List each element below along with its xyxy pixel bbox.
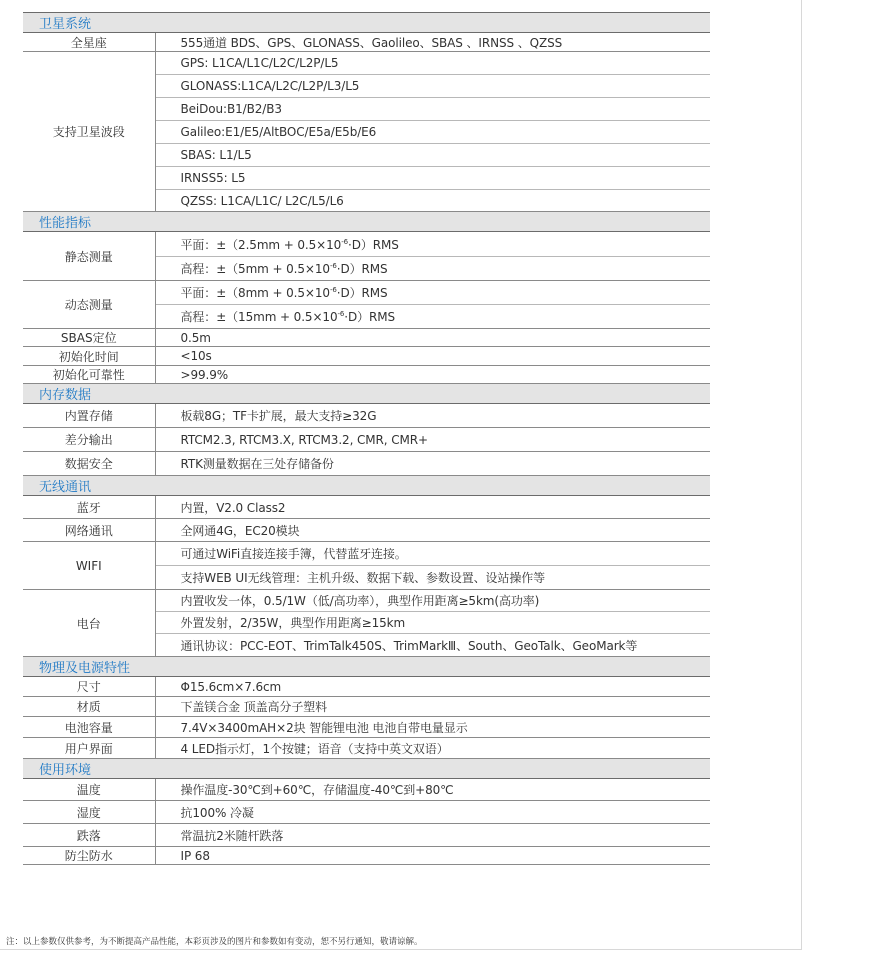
row-value: 支持WEB UI无线管理：主机升级、数据下载、参数设置、设站操作等 [155,566,710,590]
row-value: 4 LED指示灯，1个按键；语音（支持中英文双语） [155,738,710,759]
section-title: 内存数据 [23,384,710,404]
row-value: 通讯协议：PCC-EOT、TrimTalk450S、TrimMarkⅢ、South、GeoTalk、GeoMark等 [155,634,710,657]
row-value: GLONASS:L1CA/L2C/L2P/L3/L5 [155,75,710,98]
table-row [23,738,710,759]
table-row [23,677,710,697]
row-label: 数据安全 [23,452,155,476]
row-value: 内置收发一体，0.5/1W（低/高功率），典型作用距离≥5km(高功率) [155,590,710,612]
exponent: -6 [329,286,337,294]
row-value: QZSS: L1CA/L1C/ L2C/L5/L6 [155,190,710,212]
section-environment [23,759,710,779]
table-row [23,52,710,75]
value-text: ·D）RMS [336,262,388,276]
page-right-border [801,0,802,950]
footnote: 注：以上参数仅供参考，为不断提高产品性能，本彩页涉及的图片和参数如有变动，恕不另行通知，敬请谅解。 [6,937,423,947]
row-value: Φ15.6cm×7.6cm [155,677,710,697]
section-title: 卫星系统 [23,13,710,33]
table-row [23,366,710,384]
table-row [23,542,710,566]
row-value [155,281,710,305]
row-value: RTCM2.3, RTCM3.X, RTCM3.2, CMR, CMR+ [155,428,710,452]
table-row [23,801,710,824]
row-label: 动态测量 [23,281,155,329]
row-label: 全星座 [23,33,155,52]
value-text: ·D）RMS [348,237,399,252]
row-label: 用户界面 [23,738,155,759]
exponent: -6 [329,262,337,270]
table-row [23,404,710,428]
spec-table [23,12,710,865]
row-value: SBAS: L1/L5 [155,144,710,167]
row-label: 蓝牙 [23,496,155,519]
spec-table-container [23,12,710,865]
row-value: 操作温度-30℃到+60℃，存储温度-40℃到+80℃ [155,779,710,801]
section-memory [23,384,710,404]
row-value: IRNSS5: L5 [155,167,710,190]
row-value: 0.5m [155,329,710,347]
row-label: 内置存储 [23,404,155,428]
row-label: 初始化时间 [23,347,155,366]
table-row [23,847,710,865]
table-row [23,347,710,366]
section-physical [23,657,710,677]
row-label: 支持卫星波段 [23,52,155,212]
table-row [23,452,710,476]
table-row [23,329,710,347]
table-row [23,496,710,519]
table-row [23,281,710,305]
table-row [23,232,710,257]
row-label: 温度 [23,779,155,801]
row-value: <10s [155,347,710,366]
section-title: 性能指标 [23,212,710,232]
page-bottom-border [0,949,802,950]
table-row [23,33,710,52]
row-value: 555通道 BDS、GPS、GLONASS、Gaolileo、SBAS 、IRNSS 、QZSS [155,33,710,52]
row-value [155,305,710,329]
value-text: 平面：±（8mm + 0.5×10 [180,286,330,300]
row-value: 板载8G；TF卡扩展，最大支持≥32G [155,404,710,428]
row-value: 外置发射，2/35W，典型作用距离≥15km [155,612,710,634]
row-value: RTK测量数据在三处存储备份 [155,452,710,476]
row-value: GPS: L1CA/L1C/L2C/L2P/L5 [155,52,710,75]
row-label: 差分输出 [23,428,155,452]
row-value: 全网通4G，EC20模块 [155,519,710,542]
exponent: -6 [341,237,348,246]
row-label: 尺寸 [23,677,155,697]
row-label: 材质 [23,697,155,717]
row-value: 7.4V×3400mAH×2块 智能锂电池 电池自带电量显示 [155,717,710,738]
section-wireless [23,476,710,496]
exponent: -6 [337,310,345,318]
row-value: 抗100% 冷凝 [155,801,710,824]
row-label: 网络通讯 [23,519,155,542]
row-label: 防尘防水 [23,847,155,865]
section-title: 物理及电源特性 [23,657,710,677]
row-value: 下盖镁合金 顶盖高分子塑料 [155,697,710,717]
row-value: 内置，V2.0 Class2 [155,496,710,519]
row-value [155,257,710,281]
value-text: 高程：±（15mm + 0.5×10 [180,310,338,324]
row-value: Galileo:E1/E5/AltBOC/E5a/E5b/E6 [155,121,710,144]
value-text: ·D）RMS [344,310,396,324]
row-label: 电台 [23,590,155,657]
row-value: IP 68 [155,847,710,865]
row-value: 可通过WiFi直接连接手簿，代替蓝牙连接。 [155,542,710,566]
row-label: 静态测量 [23,232,155,281]
table-row [23,824,710,847]
row-value: BeiDou:B1/B2/B3 [155,98,710,121]
table-row [23,428,710,452]
row-label: 电池容量 [23,717,155,738]
row-value: 常温抗2米随杆跌落 [155,824,710,847]
section-title: 使用环境 [23,759,710,779]
row-value: >99.9% [155,366,710,384]
value-text: 平面：±（2.5mm + 0.5×10 [180,237,342,252]
table-row [23,590,710,612]
table-row [23,779,710,801]
section-title: 无线通讯 [23,476,710,496]
row-value [155,232,710,257]
value-text: ·D）RMS [336,286,388,300]
row-label: 跌落 [23,824,155,847]
row-label: 湿度 [23,801,155,824]
row-label: SBAS定位 [23,329,155,347]
row-label: 初始化可靠性 [23,366,155,384]
section-performance [23,212,710,232]
section-satellite [23,13,710,33]
value-text: 高程：±（5mm + 0.5×10 [180,262,330,276]
row-label: WIFI [23,542,155,590]
table-row [23,717,710,738]
table-row [23,519,710,542]
table-row [23,697,710,717]
